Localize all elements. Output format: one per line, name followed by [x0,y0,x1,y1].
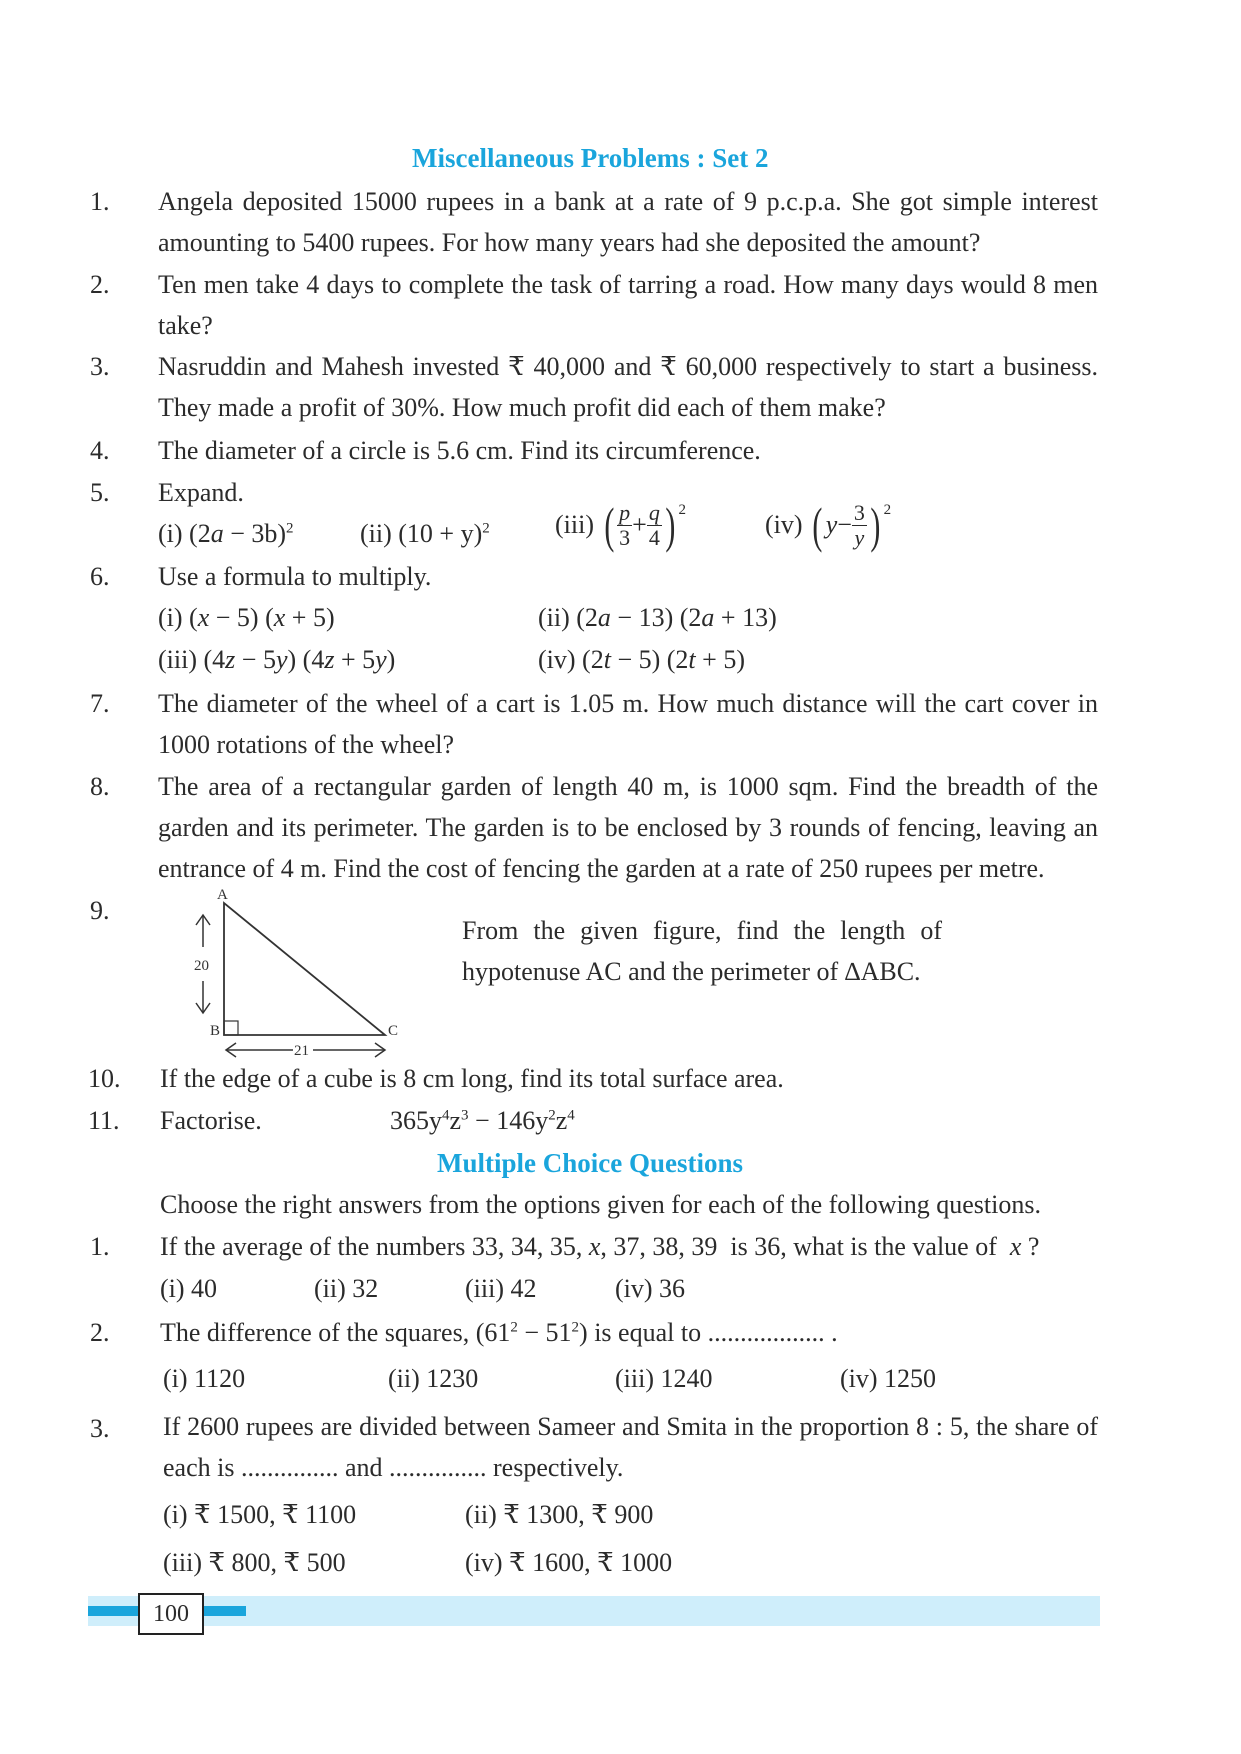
question-text: Expand. [158,478,244,507]
question-text: If 2600 rupees are divided between Sameer and Smita in the proportion 8 : 5, the share of each is ............... and ............... respectively. [163,1412,1098,1482]
option: (ii) 32 [314,1274,379,1303]
question-number: 6. [90,562,110,591]
question-text: If the edge of a cube is 8 cm long, find its total surface area. [160,1064,784,1093]
option: (iii) ₹ 800, ₹ 500 [163,1548,346,1577]
question-number: 7. [90,689,110,718]
question-number: 2. [90,270,110,299]
question-number: 8. [90,772,110,801]
expand-part-iii: (iii) ( $\frac{p}{3}$ + $\frac{q}{4}$ ) $^2$ [555,497,686,553]
question-number: 2. [90,1318,110,1347]
mcq-instructions: Choose the right answers from the options given for each of the following questions. [160,1190,1041,1219]
right-angle-mark [224,1021,238,1035]
option: (iii) 1240 [615,1364,713,1393]
factorise-expression: $365y^4z^3 - 146y^2z^4$ [390,1106,575,1135]
section-title-misc: Miscellaneous Problems : Set 2 [412,143,769,173]
option: (i) 1120 [163,1364,246,1393]
multiply-part-iii: (iii) (4z − 5y) (4z + 5y) [158,645,396,674]
question-number: 9. [90,896,110,925]
vertex-label-b: B [210,1023,221,1039]
question-text: The diameter of a circle is 5.6 cm. Find its circumference. [158,436,761,465]
question-text: The area of a rectangular garden of length 40 m, is 1000 sqm. Find the breadth of the garden and its perimeter. The garden is to be enclosed by 3 rounds of fencing, leaving an entrance of 4 m. Find the cost of fencing the garden at a rate of 250 rupees per metre. [158,772,1098,883]
question-text: Ten men take 4 days to complete the task of tarring a road. How many days would 8 men take? [158,270,1098,340]
expand-part-iv: (iv) ( y− $\frac{3}{y}$ ) $^2$ [765,497,892,553]
option: (iii) 42 [465,1274,537,1303]
question-text: Use a formula to multiply. [158,562,432,591]
section-title-mcq: Multiple Choice Questions [437,1148,744,1178]
triangle-abc [224,903,385,1035]
option: (i) 40 [160,1274,218,1303]
question-number: 1. [90,187,110,216]
question-text: The difference of the squares, $(61^2 - 51^2)$ is equal to .................. . [160,1318,838,1347]
option: (i) ₹ 1500, ₹ 1100 [163,1500,357,1529]
multiply-part-i: (i) (x − 5) (x + 5) [158,603,335,632]
question-text: The diameter of the wheel of a cart is 1.05 m. How much distance will the cart cover in 1000 rotations of the wheel? [158,689,1098,759]
question-number: 10. [88,1064,121,1093]
page-number: 100 [138,1593,204,1635]
question-number: 5. [90,478,110,507]
question-text: Angela deposited 15000 rupees in a bank at a rate of 9 p.c.p.a. She got simple interest amounting to 5400 rupees. For how many years had she deposited the amount? [158,187,1098,257]
option: (iv) ₹ 1600, ₹ 1000 [465,1548,673,1577]
expand-part-ii: (ii) $(10 + y)^2$ [360,519,490,548]
question-number: 11. [88,1106,120,1135]
question-number: 4. [90,436,110,465]
question-text: Factorise. [160,1106,262,1135]
height-label: 20 [194,958,209,974]
question-number: 1. [90,1232,110,1261]
option: (iv) 1250 [840,1364,937,1393]
question-number: 3. [90,1414,110,1443]
vertex-label-a: A [217,887,228,903]
option: (ii) 1230 [388,1364,479,1393]
option: (ii) ₹ 1300, ₹ 900 [465,1500,654,1529]
expand-part-i: (i) $(2a - 3b)^2$ [158,519,294,548]
vertex-label-c: C [388,1023,399,1039]
multiply-part-ii: (ii) (2a − 13) (2a + 13) [538,603,777,632]
right-triangle-figure [185,885,415,1060]
question-text: If the average of the numbers 33, 34, 35, x, 37, 38, 39 is 36, what is the value of x ? [160,1232,1040,1261]
question-text: Nasruddin and Mahesh invested ₹ 40,000 and ₹ 60,000 respectively to start a business. They made a profit of 30%. How much profit did each of them make? [158,352,1098,422]
question-text: From the given figure, find the length of hypotenuse AC and the perimeter of ∆ABC. [462,916,942,986]
question-number: 3. [90,352,110,381]
option: (iv) 36 [615,1274,686,1303]
multiply-part-iv: (iv) (2t − 5) (2t + 5) [538,645,745,674]
base-label: 21 [294,1043,309,1059]
